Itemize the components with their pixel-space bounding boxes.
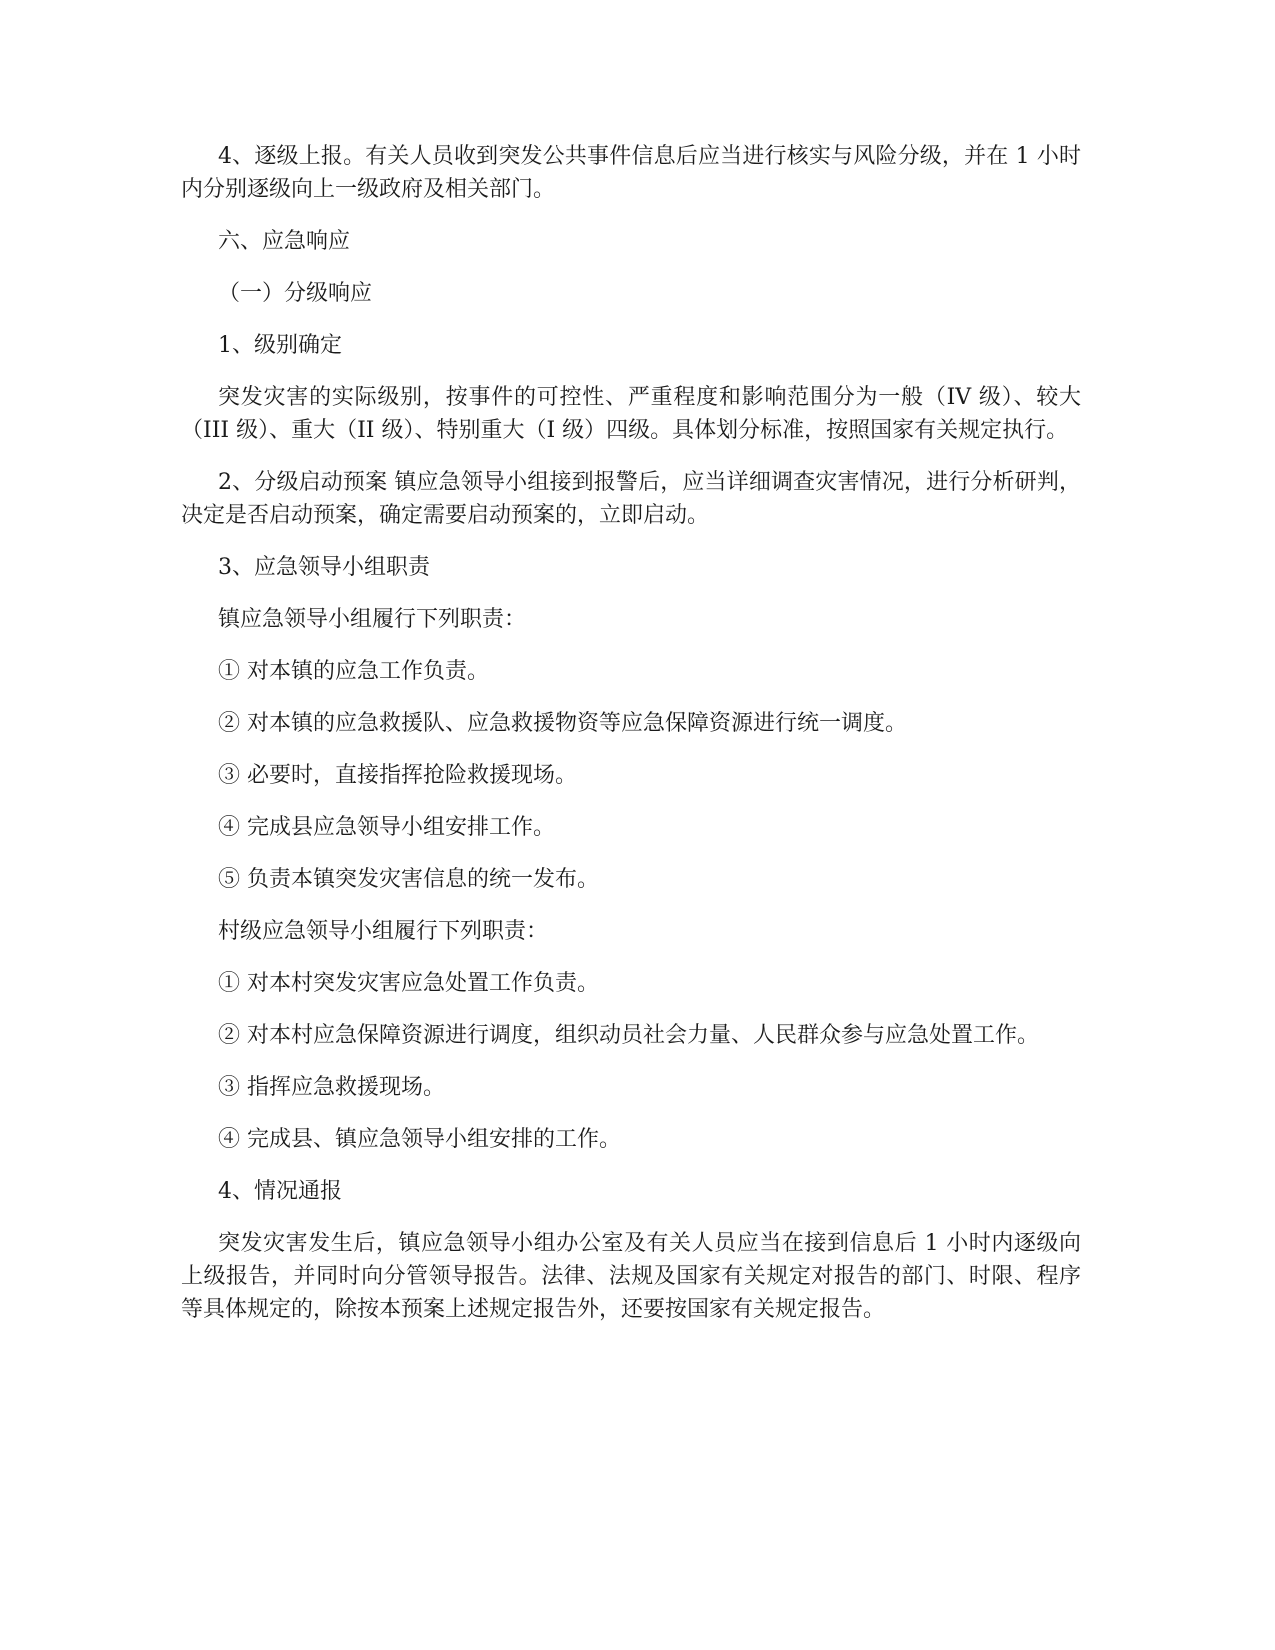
list-item-village-duty-4: ④ 完成县、镇应急领导小组安排的工作。 xyxy=(218,1127,621,1152)
item-heading-leadership-duties: 3、应急领导小组职责 xyxy=(218,555,430,580)
paragraph-escalation-report: 4、逐级上报。有关人员收到突发公共事件信息后应当进行核实与风险分级，并在 1 小时内分别逐级向上一级政府及相关部门。 xyxy=(181,144,1081,202)
paragraph-village-duties-intro: 村级应急领导小组履行下列职责： xyxy=(218,919,549,944)
paragraph-disaster-levels: 突发灾害的实际级别，按事件的可控性、严重程度和影响范围分为一般（IV 级）、较大（III 级）、重大（II 级）、特别重大（I 级）四级。具体划分标准，按照国家有关规定执行。 xyxy=(181,385,1081,443)
subsection-heading-graded-response: （一）分级响应 xyxy=(218,281,373,306)
list-item-town-duty-4: ④ 完成县应急领导小组安排工作。 xyxy=(218,815,555,840)
paragraph-graded-activation: 2、分级启动预案 镇应急领导小组接到报警后，应当详细调查灾害情况，进行分析研判，决定是否启动预案，确定需要启动预案的，立即启动。 xyxy=(181,470,1081,528)
paragraph-situation-report: 突发灾害发生后，镇应急领导小组办公室及有关人员应当在接到信息后 1 小时内逐级向上级报告，并同时向分管领导报告。法律、法规及国家有关规定对报告的部门、时限、程序等具体规定的，除按本预案上述规定报告外，还要按国家有关规定报告。 xyxy=(181,1231,1081,1322)
document-body xyxy=(181,140,1081,1345)
item-heading-situation-report: 4、情况通报 xyxy=(218,1179,342,1204)
list-item-town-duty-2: ② 对本镇的应急救援队、应急救援物资等应急保障资源进行统一调度。 xyxy=(218,711,907,736)
list-item-town-duty-5: ⑤ 负责本镇突发灾害信息的统一发布。 xyxy=(218,867,599,892)
item-heading-level-determination: 1、级别确定 xyxy=(218,333,342,358)
paragraph-town-duties-intro: 镇应急领导小组履行下列职责： xyxy=(218,607,527,632)
list-item-village-duty-3: ③ 指挥应急救援现场。 xyxy=(218,1075,445,1100)
list-item-village-duty-1: ① 对本村突发灾害应急处置工作负责。 xyxy=(218,971,599,996)
list-item-town-duty-3: ③ 必要时，直接指挥抢险救援现场。 xyxy=(218,763,577,788)
list-item-town-duty-1: ① 对本镇的应急工作负责。 xyxy=(218,659,489,684)
section-heading-emergency-response: 六、应急响应 xyxy=(218,229,351,254)
list-item-village-duty-2: ② 对本村应急保障资源进行调度，组织动员社会力量、人民群众参与应急处置工作。 xyxy=(218,1023,1039,1048)
